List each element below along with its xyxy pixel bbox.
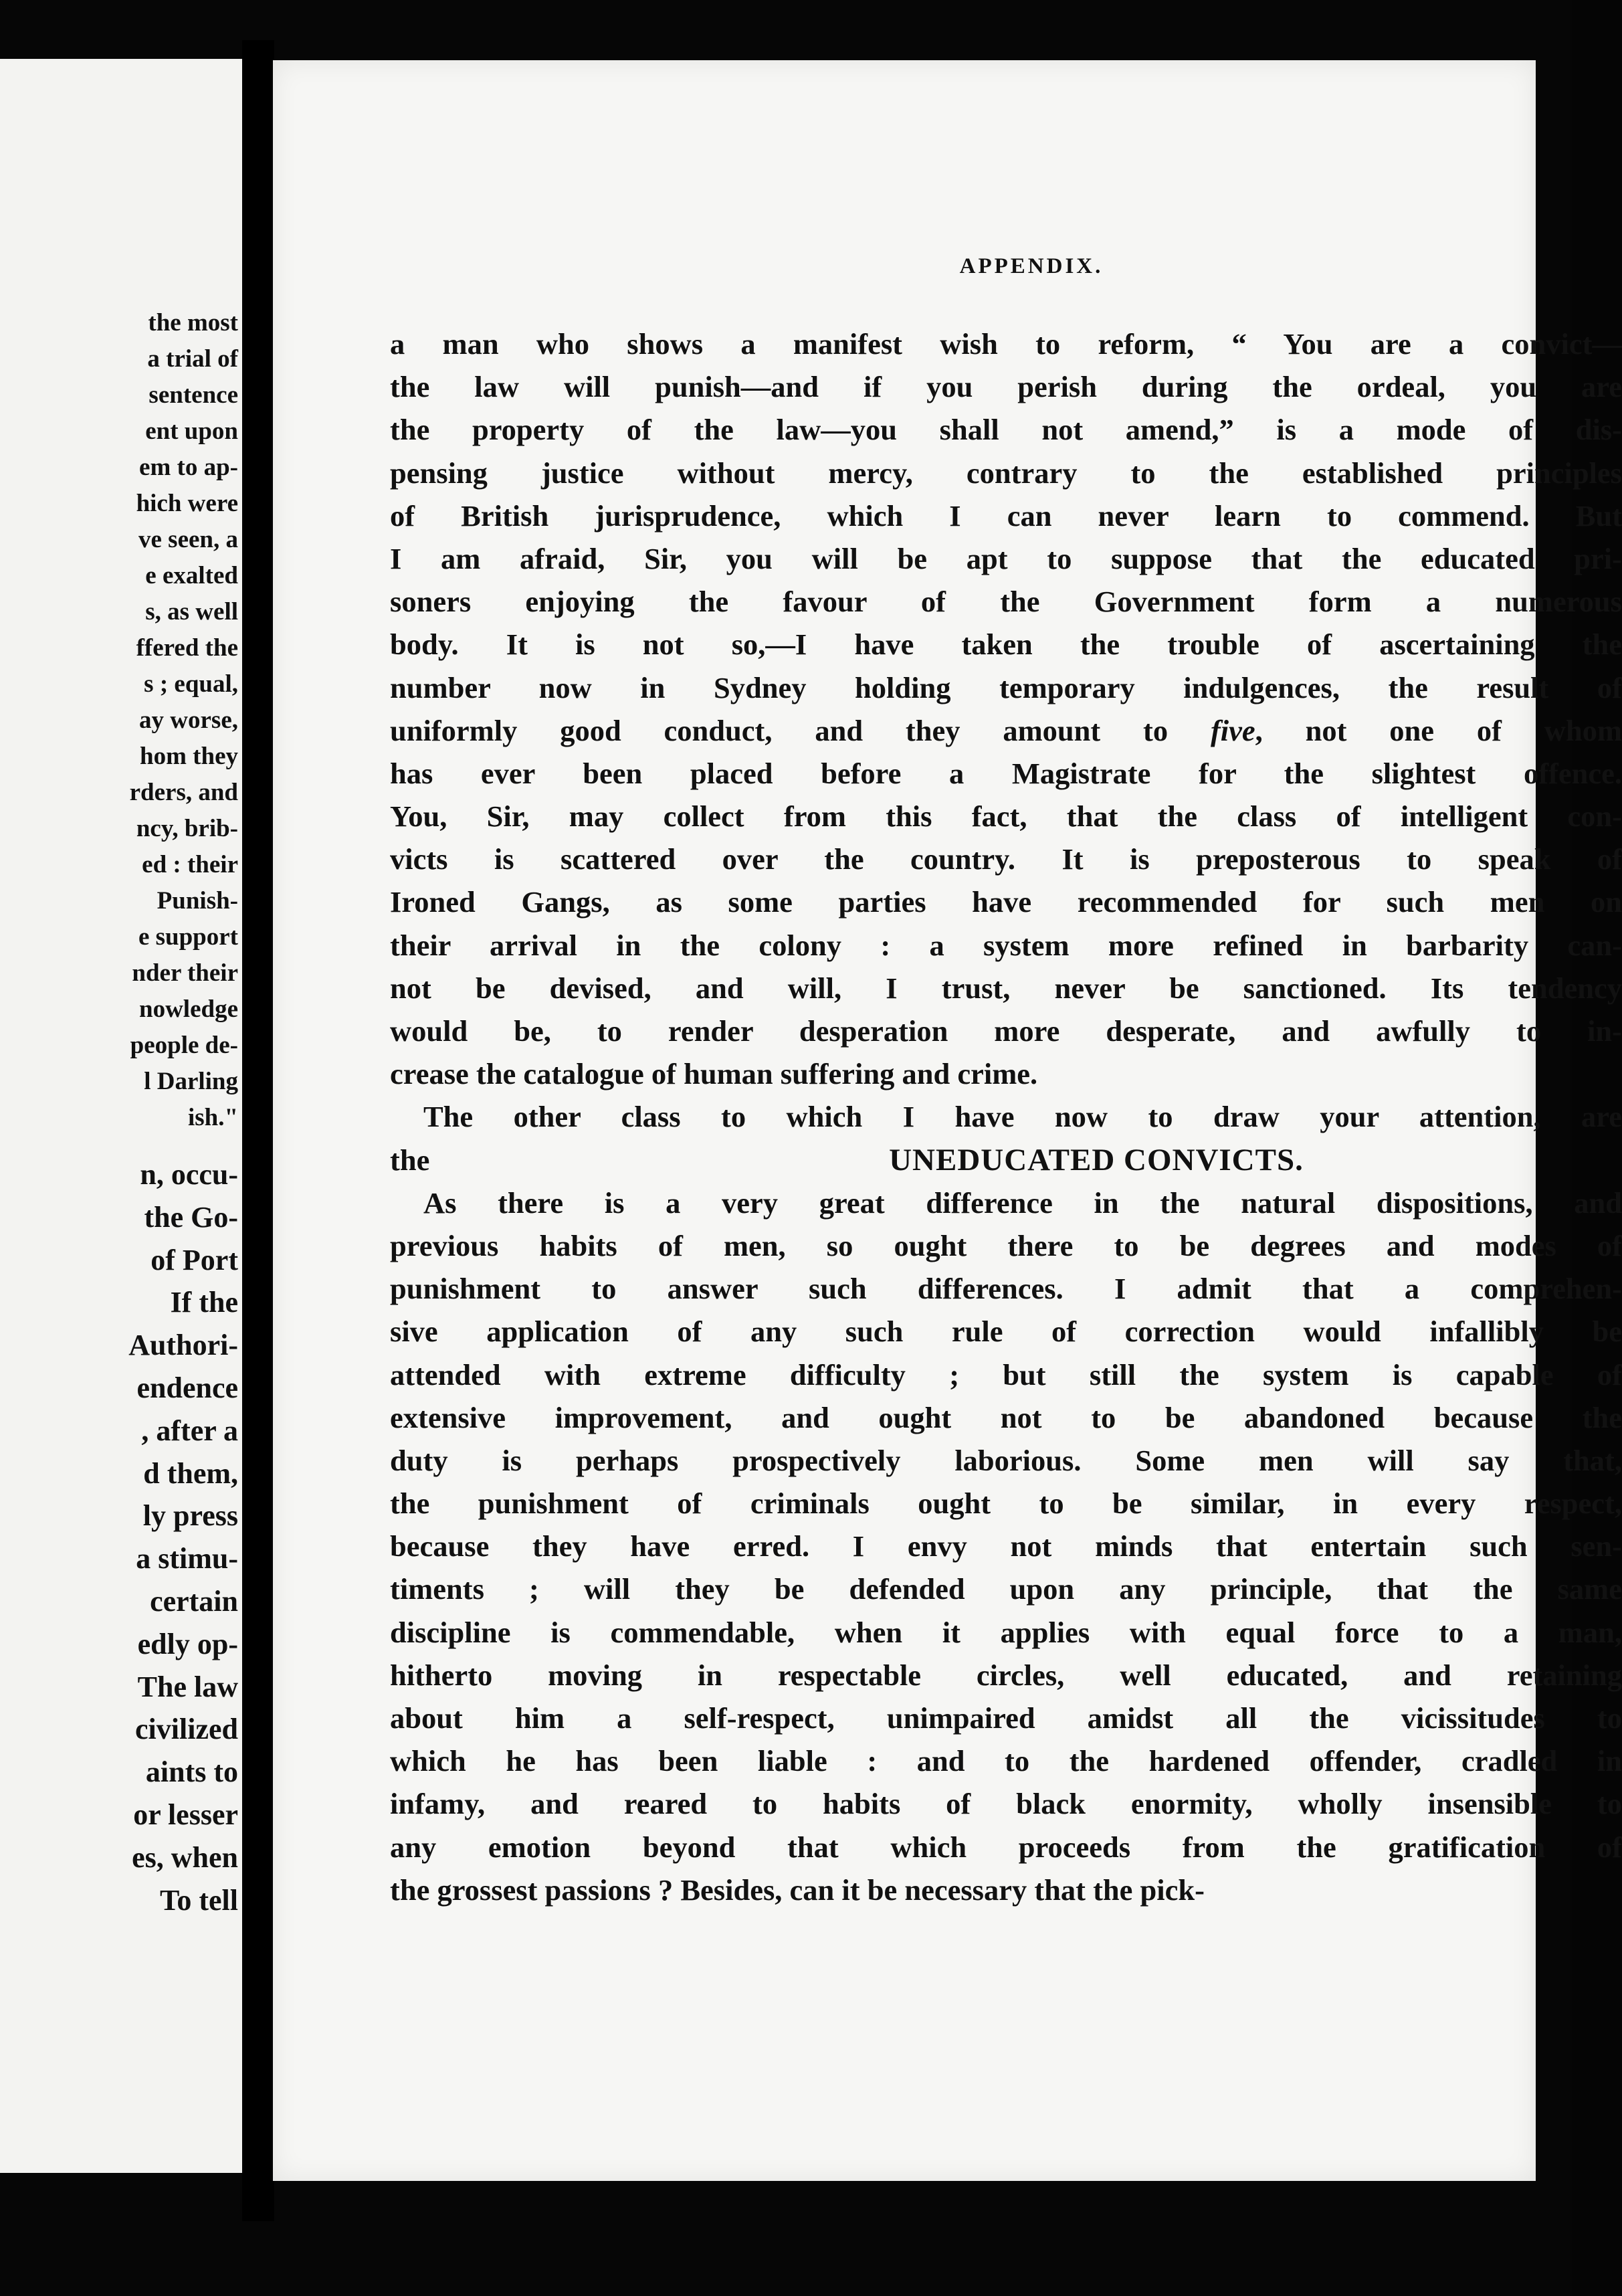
fragment-line: nowledge (139, 995, 238, 1023)
fragment-line: ve seen, a (138, 526, 238, 553)
emphasis: five (1210, 713, 1255, 747)
text-line: You, Sir, may collect from this fact, that the class of intelligent con- (390, 799, 1622, 834)
text-line: crease the catalogue of human suffering and crime. (390, 1057, 1038, 1091)
fragment-line: hich were (136, 490, 238, 517)
text-line: timents ; will they be defended upon any principle, that the same (390, 1572, 1622, 1606)
text-line: sive application of any such rule of correction would infallibly be (390, 1315, 1622, 1349)
fragment-line: If the (170, 1286, 238, 1319)
text-line: would be, to render desperation more desperate, and awfully to in- (390, 1014, 1622, 1048)
fragment-line: endence (136, 1371, 238, 1404)
text-line: not be devised, and will, I trust, never be sanctioned. Its tendency (390, 971, 1622, 1005)
text-line: discipline is commendable, when it applies with equal force to a man, (390, 1615, 1622, 1649)
text-line: any emotion beyond that which proceeds from the gratification of (390, 1830, 1622, 1864)
text-line: which he has been liable : and to the hardened offender, cradled in (390, 1744, 1622, 1778)
fragment-line: Punish- (157, 887, 238, 915)
fragment-line: The law (137, 1670, 238, 1703)
fragment-line: l Darling (144, 1068, 238, 1095)
text-line: infamy, and reared to habits of black enormity, wholly insensible to (390, 1787, 1622, 1821)
fragment-line: a trial of (147, 345, 238, 373)
fragment-line: of Port (150, 1243, 238, 1276)
text-line: extensive improvement, and ought not to be abandoned because the (390, 1400, 1622, 1434)
running-head: APPENDIX. (959, 254, 1104, 278)
fragment-line: To tell (160, 1883, 238, 1917)
text-line: a man who shows a manifest wish to reform, “ You are a convict— (390, 327, 1622, 361)
text-line: soners enjoying the favour of the Government form a numerous (390, 585, 1622, 619)
fragment-line: em to ap- (139, 454, 238, 481)
page-gutter (242, 40, 274, 2221)
text-line: attended with extreme difficulty ; but still the system is capable of (390, 1357, 1622, 1392)
fragment-line: certain (150, 1584, 238, 1618)
fragment-line: nder their (132, 959, 238, 987)
fragment-line: s ; equal, (144, 670, 238, 698)
right-page (273, 60, 1622, 2181)
text-line: previous habits of men, so ought there to be degrees and modes of (390, 1228, 1622, 1262)
text-line: hitherto moving in respectable circles, well educated, and retaining (390, 1658, 1622, 1692)
fragment-line: es, when (132, 1840, 238, 1874)
text-line: As there is a very great difference in the natural dispositions, and (423, 1185, 1622, 1220)
fragment-line: ffered the (136, 634, 238, 662)
fragment-line: s, as well (145, 598, 238, 626)
text-line: the grossest passions ? Besides, can it be necessary that the pick- (390, 1873, 1205, 1907)
fragment-line: ent upon (145, 417, 238, 445)
fragment-line: ed : their (142, 851, 238, 878)
text-line: because they have erred. I envy not minds that entertain such sen- (390, 1529, 1622, 1563)
section-heading: UNEDUCATED CONVICTS. (889, 1142, 1304, 1177)
body-text (390, 322, 1622, 1911)
text-line: has ever been placed before a Magistrate for the slightest offence. (390, 756, 1622, 790)
text-line: their arrival in the colony : a system more refined in barbarity can- (390, 928, 1622, 962)
fragment-line: ish." (187, 1104, 238, 1131)
paragraph-2-end-with-heading (390, 1139, 1622, 1181)
text-line: Ironed Gangs, as some parties have recommended for such men on (390, 885, 1622, 919)
fragment-line: ncy, brib- (136, 815, 238, 842)
fragment-line: people de- (130, 1032, 238, 1059)
fragment-line: edly op- (137, 1627, 238, 1660)
fragment-line: the Go- (144, 1200, 238, 1234)
fragment-line: e support (138, 923, 238, 951)
paragraph-2-line: The other class to which I have now to draw your attention, are (423, 1100, 1622, 1134)
fragment-line: or lesser (133, 1798, 238, 1831)
text-line: duty is perhaps prospectively laborious. Some men will say that, (390, 1443, 1622, 1477)
paragraph-2-last-word: the (390, 1143, 430, 1177)
fragment-line: e exalted (145, 562, 238, 589)
text-line: victs is scattered over the country. It is preposterous to speak of (390, 842, 1622, 876)
left-facing-page (0, 59, 242, 2173)
fragment-line: rders, and (129, 779, 238, 806)
text-line: uniformly good conduct, and they amount to five, not one of whom (390, 713, 1622, 747)
text-line: the law will punish—and if you perish during the ordeal, you are (390, 370, 1622, 404)
fragment-line: d them, (143, 1456, 238, 1490)
fragment-line: sentence (148, 381, 238, 409)
fragment-line: civilized (135, 1713, 238, 1746)
text-line: the punishment of criminals ought to be similar, in every respect, (390, 1487, 1622, 1521)
fragment-line: the most (148, 309, 238, 337)
text-line: the property of the law—you shall not amend,” is a mode of dis- (390, 413, 1622, 447)
fragment-line: ay worse, (139, 706, 238, 734)
paragraph-3 (390, 1181, 1622, 1911)
text-line: I am afraid, Sir, you will be apt to suppose that the educated pri- (390, 541, 1622, 575)
fragment-line: a stimu- (136, 1542, 238, 1575)
text-line: about him a self-respect, unimpaired amidst all the vicissitudes to (390, 1701, 1622, 1735)
left-page-text-fragments (0, 305, 238, 1921)
fragment-line: , after a (141, 1414, 238, 1447)
fragment-line: aints to (145, 1755, 238, 1789)
paragraph-1 (390, 322, 1622, 1095)
text-line: number now in Sydney holding temporary indulgences, the result of (390, 670, 1622, 704)
fragment-line: Authori- (128, 1329, 238, 1362)
fragment-line: n, occu- (140, 1158, 238, 1191)
fragment-line: hom they (140, 743, 238, 770)
text-line: punishment to answer such differences. I admit that a comprehen- (390, 1272, 1622, 1306)
text-line: body. It is not so,—I have taken the trouble of ascertaining the (390, 628, 1622, 662)
text-line: of British jurisprudence, which I can never learn to commend. But (390, 498, 1622, 533)
fragment-line: ly press (142, 1499, 238, 1533)
text-line: pensing justice without mercy, contrary to the established principles (390, 456, 1622, 490)
